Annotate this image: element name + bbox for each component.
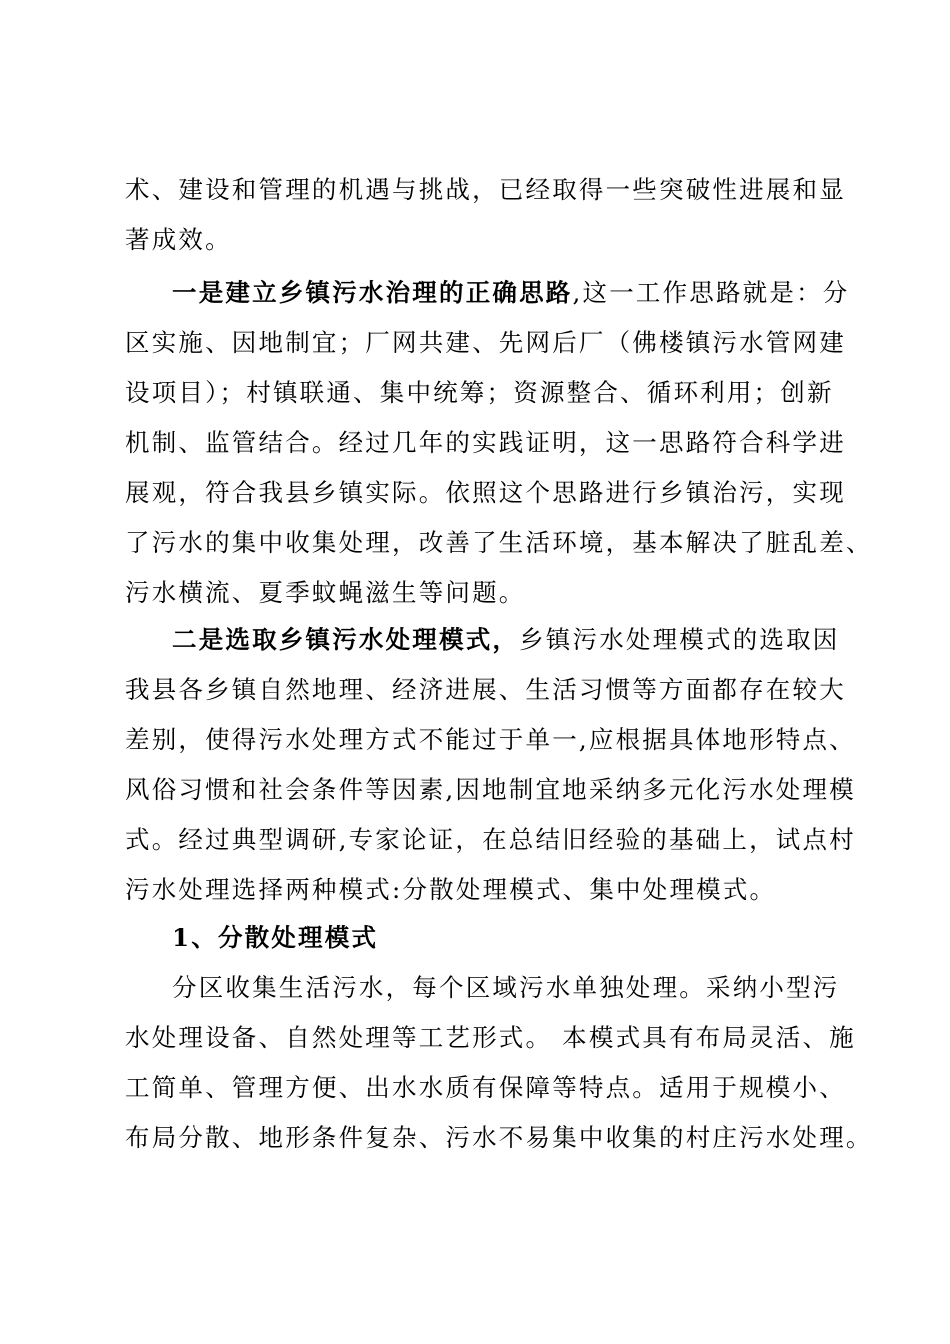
paragraph-line: 著成效。 — [125, 225, 232, 254]
paragraph-line: 展观，符合我县乡镇实际。依照这个思路进行乡镇治污，实现 — [125, 478, 846, 507]
paragraph-line — [172, 615, 852, 665]
paragraph-lead-bold: 一是建立乡镇污水治理的正确思路 — [172, 278, 573, 307]
paragraph-lead-bold: 二是选取乡镇污水处理模式， — [172, 625, 520, 654]
paragraph-line — [172, 268, 852, 318]
paragraph-line: 了污水的集中收集处理，改善了生活环境，基本解决了脏乱差、 — [125, 528, 873, 557]
paragraph-line: 差别，使得污水处理方式不能过于单一,应根据具体地形特点、 — [125, 725, 856, 754]
paragraph-line: 式。经过典型调研,专家论证，在总结旧经验的基础上，试点村 — [125, 825, 856, 854]
paragraph-line: 污水横流、夏季蚊蝇滋生等问题。 — [125, 578, 526, 607]
paragraph-lead-text: 乡镇污水处理模式的选取因 — [519, 625, 840, 654]
paragraph-line: 设项目）；村镇联通、集中统筹；资源整合、循环利用；创新 — [125, 378, 834, 407]
paragraph-line: 风俗习惯和社会条件等因素,因地制宜地采纳多元化污水处理模 — [125, 775, 856, 804]
paragraph-line: 机制、监管结合。经过几年的实践证明，这一思路符合科学进 — [125, 428, 846, 457]
section-heading: 1、分散处理模式 — [172, 923, 379, 952]
paragraph-line: 工简单、管理方便、出水水质有保障等特点。适用于规模小、 — [125, 1073, 846, 1102]
paragraph-line: 污水处理选择两种模式:分散处理模式、集中处理模式。 — [125, 875, 777, 904]
paragraph-line: 术、建设和管理的机遇与挑战，已经取得一些突破性进展和显 — [125, 175, 846, 204]
paragraph-line: 我县各乡镇自然地理、经济进展、生活习惯等方面都存在较大 — [125, 675, 846, 704]
paragraph-line: 区实施、因地制宜；厂网共建、先网后厂（佛楼镇污水管网建 — [125, 328, 846, 357]
paragraph-line: 布局分散、地形条件复杂、污水不易集中收集的村庄污水处理。 — [125, 1123, 873, 1152]
paragraph-lead-text: ,这一工作思路就是：分 — [572, 278, 850, 307]
paragraph-line: 分区收集生活污水，每个区域污水单独处理。采纳小型污 — [172, 973, 840, 1002]
paragraph-line: 水处理设备、自然处理等工艺形式。 本模式具有布局灵活、施 — [125, 1023, 856, 1052]
